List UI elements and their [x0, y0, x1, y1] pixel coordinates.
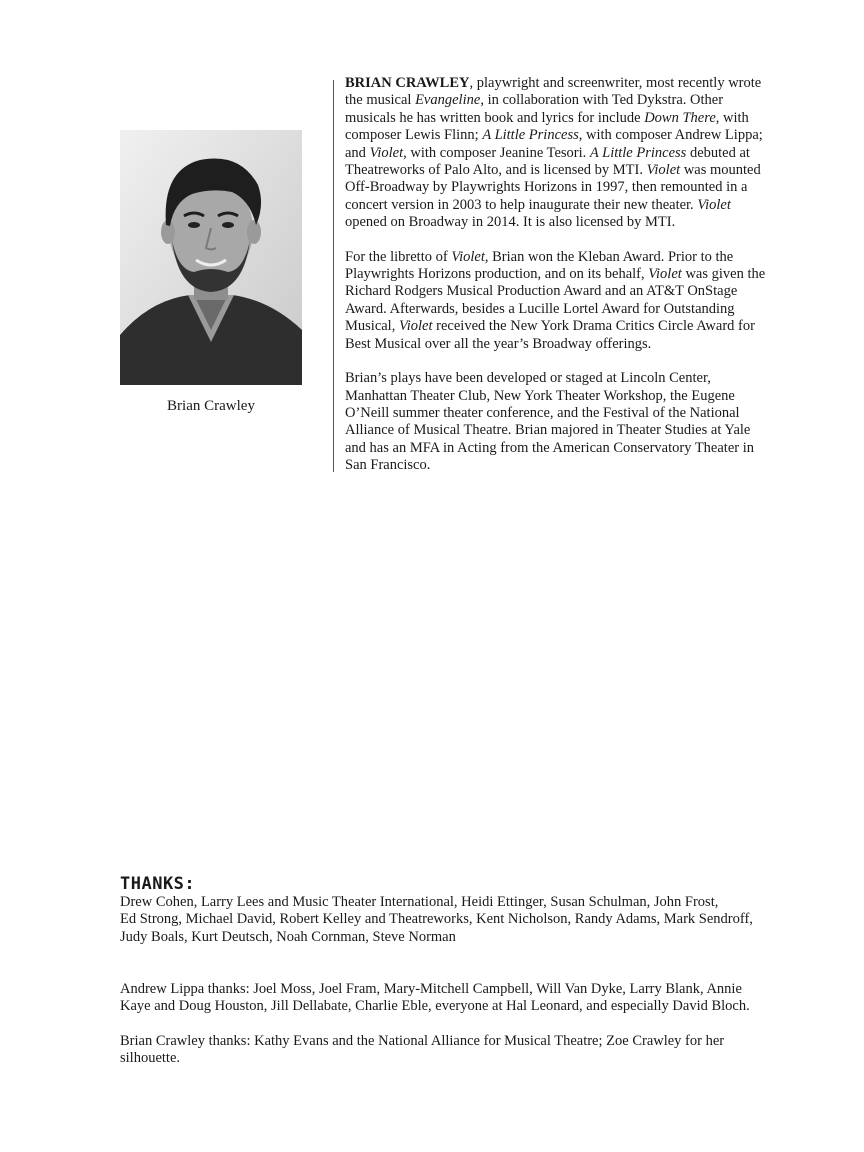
bio-paragraph-2: For the libretto of Violet, Brian won the Kleban Award. Prior to the Playwrights Horizons production, and on its behalf, Violet was given the Richard Rodgers Musical Production Award and an AT&T OnStage Award. Afterwards, besides a Lucille Lortel Award for Outstanding Musical, Violet received the New York Drama Critics Circle Award for Best Musical over all the year’s Broadway offerings. — [345, 248, 766, 352]
column-divider — [333, 80, 334, 472]
thanks-line: Ed Strong, Michael David, Robert Kelley and Theatreworks, Kent Nicholson, Randy Adams, Mark Sendroff, — [120, 911, 753, 928]
thanks-crawley: Brian Crawley thanks: Kathy Evans and the National Alliance for Musical Theatre; Zoe Crawley for her silhouette. — [120, 1033, 725, 1067]
bio-paragraph-1: BRIAN CRAWLEY, playwright and screenwriter, most recently wrote the musical Evangeline, in collaboration with Ted Dykstra. Other musicals he has written book and lyrics for include Down There, with composer Lewis Flinn; A Little Princess, with composer Andrew Lippa; and Violet, with composer Jeanine Tesori. A Little Princess debuted at Theatreworks of Palo Alto, and is licensed by MTI. Violet was mounted Off-Broadway by Playwrights Horizons in 1997, then remounted in a concert version in 2003 to help inaugurate their new theater. Violet opened on Broadway in 2014. It is also licensed by MTI. — [345, 75, 763, 231]
author-name: BRIAN CRAWLEY — [345, 75, 470, 91]
thanks-lippa — [120, 981, 780, 1016]
thanks-line: Judy Boals, Kurt Deutsch, Noah Cornman, Steve Norman — [120, 928, 456, 945]
bio-paragraph-3: Brian’s plays have been developed or staged at Lincoln Center, Manhattan Theater Club, New York Theater Workshop, the Eugene O’Neill summer theater conference, and the Festival of the National Alliance of Musical Theatre. Brian majored in Theater Studies at Yale and has an MFA in Acting from the American Conservatory Theater in San Francisco. — [345, 370, 754, 474]
thanks-heading: THANKS: — [120, 874, 196, 894]
thanks-line: Andrew Lippa thanks: Joel Moss, Joel Fram, Mary-Mitchell Campbell, Will Van Dyke, Larry Blank, Annie — [120, 981, 742, 997]
author-bio — [345, 75, 770, 492]
thanks-line: Drew Cohen, Larry Lees and Music Theater International, Heidi Ettinger, Susan Schulman, John Frost, — [120, 894, 719, 910]
portrait-illustration — [120, 130, 302, 385]
author-photo — [120, 130, 302, 385]
thanks-line: Kaye and Doug Houston, Jill Dellabate, Charlie Eble, everyone at Hal Leonard, and especially David Bloch. — [120, 998, 750, 1015]
photo-caption: Brian Crawley — [167, 398, 255, 414]
thanks-general — [120, 894, 780, 946]
